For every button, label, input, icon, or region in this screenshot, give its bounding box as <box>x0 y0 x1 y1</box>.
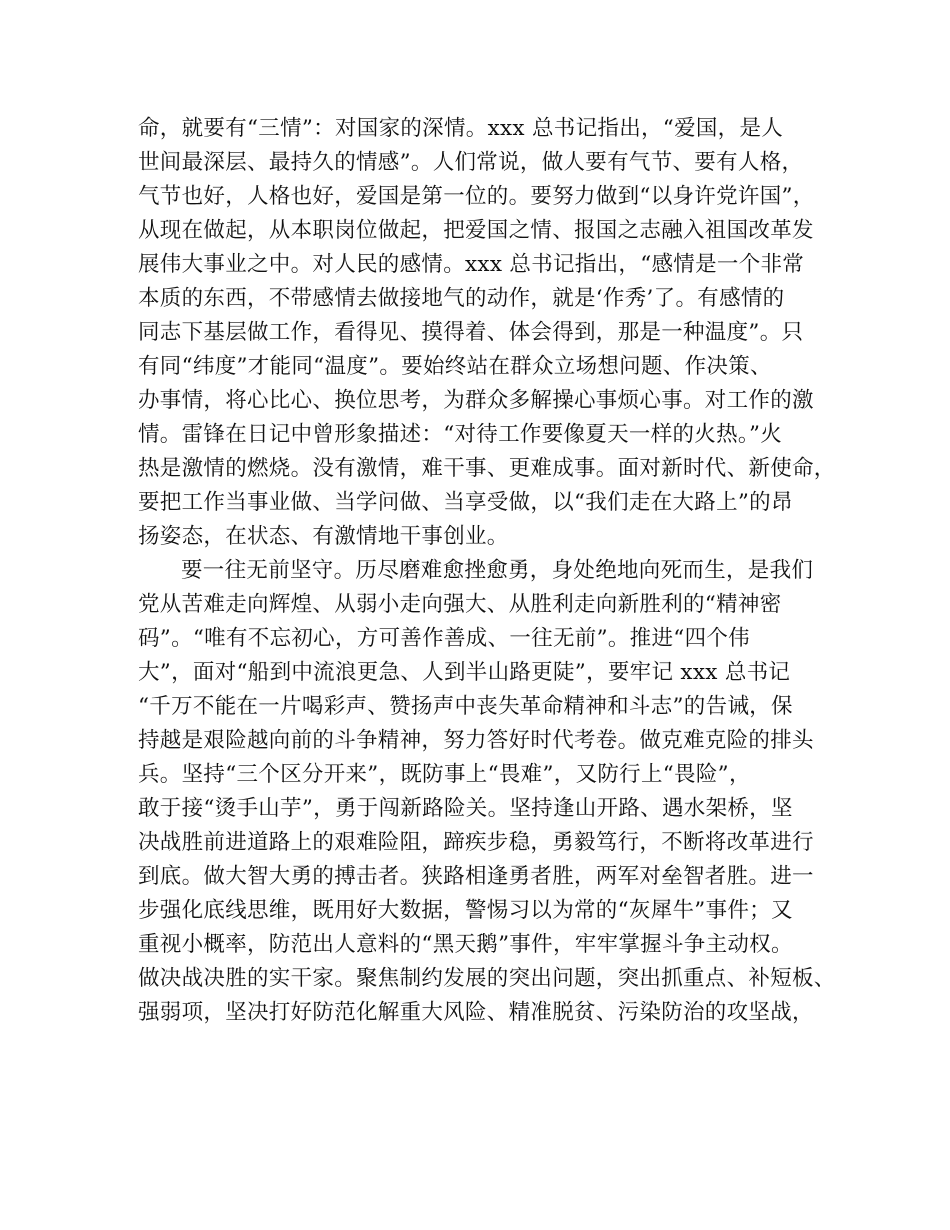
text-line: 从现在做起，从本职岗位做起，把爱国之情、报国之志融入祖国改革发 <box>138 218 814 243</box>
text-line: 敢于接“烫手山芋”，勇于闯新路险关。坚持逢山开路、遇水架桥，坚 <box>138 796 793 821</box>
text-line: 党从苦难走向辉煌、从弱小走向强大、从胜利走向新胜利的“精神密 <box>138 592 782 617</box>
text-line: 气节也好，人格也好，爱国是第一位的。要努力做到“以身许党许国”， <box>138 184 815 209</box>
text-line: 要把工作当事业做、当学问做、当享受做，以“我们走在大路上”的昂 <box>138 490 793 515</box>
text-line: 步强化底线思维，既用好大数据，警惕习以为常的“灰犀牛”事件；又 <box>138 898 793 923</box>
text-line: 情。雷锋在日记中曾形象描述：“对待工作要像夏天一样的火热。”火 <box>138 422 783 447</box>
text-line: 到底。做大智大勇的搏击者。狭路相逢勇者胜，两军对垒智者胜。进一 <box>138 864 814 889</box>
text-line: 同志下基层做工作，看得见、摸得着、体会得到，那是一种温度”。只 <box>138 320 804 345</box>
text-line: 本质的东西，不带感情去做接地气的动作，就是‘作秀’了。有感情的 <box>138 286 785 311</box>
text-line: 要一往无前坚守。历尽磨难愈挫愈勇，身处绝地向死而生，是我们 <box>181 558 814 583</box>
text-line: 强弱项，坚决打好防范化解重大风险、精准脱贫、污染防治的攻坚战， <box>138 1000 814 1025</box>
body-text <box>138 112 836 1030</box>
text-line: 展伟大事业之中。对人民的感情。xxx 总书记指出，“感情是一个非常 <box>138 252 805 277</box>
text-line: “千万不能在一片喝彩声、赞扬声中丧失革命精神和斗志”的告诫，保 <box>138 694 793 719</box>
text-line: 世间最深层、最持久的情感”。人们常说，做人要有气节、要有人格， <box>138 150 804 175</box>
text-line: 办事情，将心比心、换位思考，为群众多解操心事烦心事。对工作的激 <box>138 388 814 413</box>
text-line: 命，就要有“三情”：对国家的深情。xxx 总书记指出，“爱国，是人 <box>138 116 784 141</box>
text-line: 持越是艰险越向前的斗争精神，努力答好时代考卷。做克难克险的排头 <box>138 728 814 753</box>
text-line: 扬姿态，在状态、有激情地干事创业。 <box>138 524 509 549</box>
text-line: 有同“纬度”才能同“温度”。要始终站在群众立场想问题、作决策、 <box>138 354 772 379</box>
text-line: 大”，面对“船到中流浪更急、人到半山路更陡”，要牢记 xxx 总书记 <box>138 660 791 685</box>
paragraph <box>138 554 836 1030</box>
text-line: 重视小概率，防范出人意料的“黑天鹅”事件，牢牢掌握斗争主动权。 <box>138 932 793 957</box>
text-line: 决战胜前进道路上的艰难险阻，蹄疾步稳，勇毅笃行，不断将改革进行 <box>138 830 814 855</box>
text-line: 码”。“唯有不忘初心，方可善作善成、一往无前”。推进“四个伟 <box>138 626 750 651</box>
text-line: 做决战决胜的实干家。聚焦制约发展的突出问题，突出抓重点、补短板、 <box>138 966 836 991</box>
paragraph <box>138 112 836 554</box>
text-line: 热是激情的燃烧。没有激情，难干事、更难成事。面对新时代、新使命， <box>138 456 836 481</box>
text-line: 兵。坚持“三个区分开来”，既防事上“畏难”，又防行上“畏险”， <box>138 762 751 787</box>
